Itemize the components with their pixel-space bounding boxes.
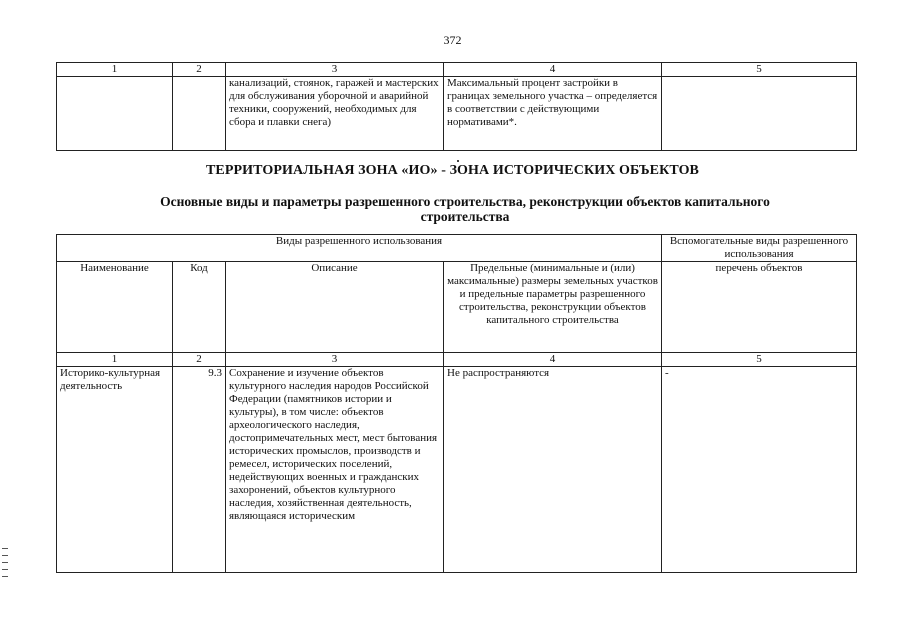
cell-params: Максимальный процент застройки в границах земельного участка – определяется в соответствии с действующими нормативами*. [444,77,662,151]
table-row [57,367,857,573]
column-number: 1 [57,63,173,77]
section-title: Основные виды и параметры разрешенного строительства, реконструкции объектов капитального строительства [160,194,770,224]
zone-title: ТЕРРИТОРИАЛЬНАЯ ЗОНА «ИО» - ЗОНА ИСТОРИЧЕСКИХ ОБЪЕКТОВ [205,163,699,178]
header-objects: перечень объектов [662,262,857,353]
header-code: Код [173,262,226,353]
group-header-main: Виды разрешенного использования [57,235,662,262]
scan-edge-marks [2,548,8,582]
column-number: 2 [173,353,226,367]
cell-objects [662,77,857,151]
main-table [56,234,857,573]
cell-name: Историко-культурная деятельность [57,367,173,573]
scan-dot [457,160,459,162]
group-header-row [57,235,857,262]
column-number: 1 [57,353,173,367]
continuation-table [56,62,857,151]
column-number: 5 [662,353,857,367]
group-header-aux: Вспомогательные виды разрешенного использования [662,235,857,262]
column-number: 3 [226,63,444,77]
column-number-row [57,63,857,77]
column-number: 2 [173,63,226,77]
header-params: Предельные (минимальные и (или) максимальные) размеры земельных участков и предельные параметры разрешенного строительства, реконструкции объектов капитального строительства [444,262,662,353]
cell-description: Сохранение и изучение объектов культурного наследия народов Российской Федерации (памятников истории и культуры), в том числе: объектов археологического наследия, достопримечательных мест, мест бытования исторических промыслов, производств и ремесел, исторических поселений, недействующих военных и гражданских захоронений, объектов культурного наследия, хозяйственная деятельность, являющаяся историческим [226,367,444,573]
column-number-row [57,353,857,367]
cell-objects: - [662,367,857,573]
cell-description: канализаций, стоянок, гаражей и мастерских для обслуживания уборочной и аварийной техники, сооружений, необходимых для сбора и плавки снега) [226,77,444,151]
header-description: Описание [226,262,444,353]
column-number: 4 [444,353,662,367]
header-name: Наименование [57,262,173,353]
cell-params: Не распространяются [444,367,662,573]
column-header-row [57,262,857,353]
column-number: 3 [226,353,444,367]
cell-name [57,77,173,151]
column-number: 5 [662,63,857,77]
page-number: 372 [443,33,462,47]
table-row [57,77,857,151]
cell-code: 9.3 [173,367,226,573]
column-number: 4 [444,63,662,77]
cell-code [173,77,226,151]
